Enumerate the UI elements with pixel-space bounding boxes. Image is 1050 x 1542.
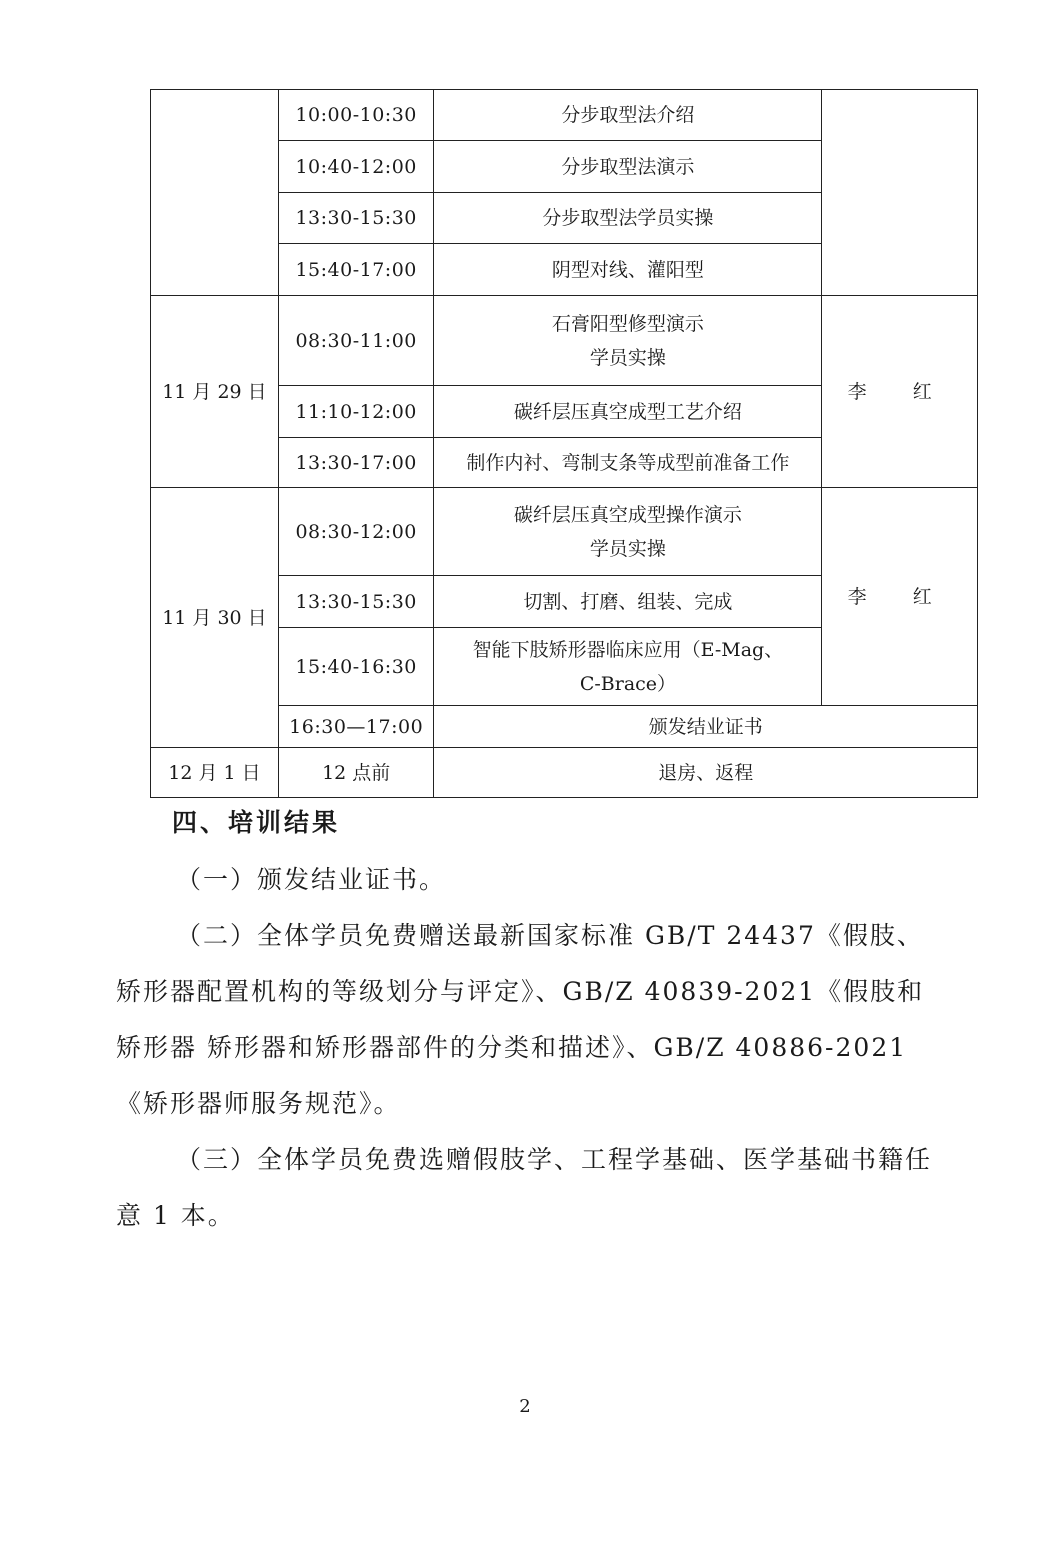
teacher-cell-empty (822, 90, 978, 296)
time-cell: 15:40-16:30 (278, 628, 434, 706)
section-heading: 四、培训结果 (172, 808, 341, 837)
time-cell: 13:30-15:30 (278, 193, 434, 244)
time-cell: 10:00-10:30 (278, 90, 434, 141)
content-line: C-Brace） (579, 672, 677, 695)
content-cell: 分步取型法学员实操 (434, 193, 822, 244)
content-line: 石膏阳型修型演示 (551, 312, 704, 335)
content-cell: 切割、打磨、组装、完成 (434, 576, 822, 628)
date-cell: 12 月 1 日 (151, 748, 279, 798)
content-cell: 分步取型法演示 (434, 141, 822, 193)
result-item-3: （三）全体学员免费选赠假肢学、工程学基础、医学基础书籍任意 1 本。 (116, 1145, 933, 1230)
content-cell: 碳纤层压真空成型工艺介绍 (434, 386, 822, 438)
table-row (151, 90, 978, 141)
time-cell: 13:30-17:00 (278, 438, 434, 488)
table-row (151, 488, 978, 576)
time-cell: 16:30—17:00 (278, 706, 434, 748)
content-cell (434, 628, 822, 706)
content-line: 学员实操 (589, 537, 666, 560)
date-cell: 11 月 30 日 (151, 488, 279, 748)
training-schedule-table (150, 89, 978, 798)
time-cell: 12 点前 (278, 748, 434, 798)
time-cell: 08:30-12:00 (278, 488, 434, 576)
content-line: 智能下肢矫形器临床应用（E-Mag、 (472, 638, 784, 661)
date-cell-empty (151, 90, 279, 296)
teacher-cell: 李 红 (822, 296, 978, 488)
content-line: 碳纤层压真空成型操作演示 (513, 503, 742, 526)
content-cell (434, 296, 822, 386)
content-cell: 制作内衬、弯制支条等成型前准备工作 (434, 438, 822, 488)
content-cell: 颁发结业证书 (434, 706, 978, 748)
content-line: 学员实操 (589, 346, 666, 369)
time-cell: 11:10-12:00 (278, 386, 434, 438)
teacher-cell: 李 红 (822, 488, 978, 706)
table-row (151, 296, 978, 386)
content-cell: 阴型对线、灌阳型 (434, 244, 822, 296)
time-cell: 08:30-11:00 (278, 296, 434, 386)
time-cell: 13:30-15:30 (278, 576, 434, 628)
date-cell: 11 月 29 日 (151, 296, 279, 488)
time-cell: 15:40-17:00 (278, 244, 434, 296)
content-cell (434, 488, 822, 576)
time-cell: 10:40-12:00 (278, 141, 434, 193)
page-number: 2 (519, 1396, 531, 1417)
result-item-1: （一）颁发结业证书。 (176, 865, 447, 894)
result-item-2: （二）全体学员免费赠送最新国家标准 GB/T 24437《假肢、矫形器配置机构的等级划分与评定》、GB/Z 40839-2021《假肢和矫形器 矫形器和矫形器部件的分类和描述》、GB/Z 40886-2021《矫形器师服务规范》。 (116, 921, 925, 1118)
content-cell: 分步取型法介绍 (434, 90, 822, 141)
content-cell: 退房、返程 (434, 748, 978, 798)
table-row (151, 748, 978, 798)
